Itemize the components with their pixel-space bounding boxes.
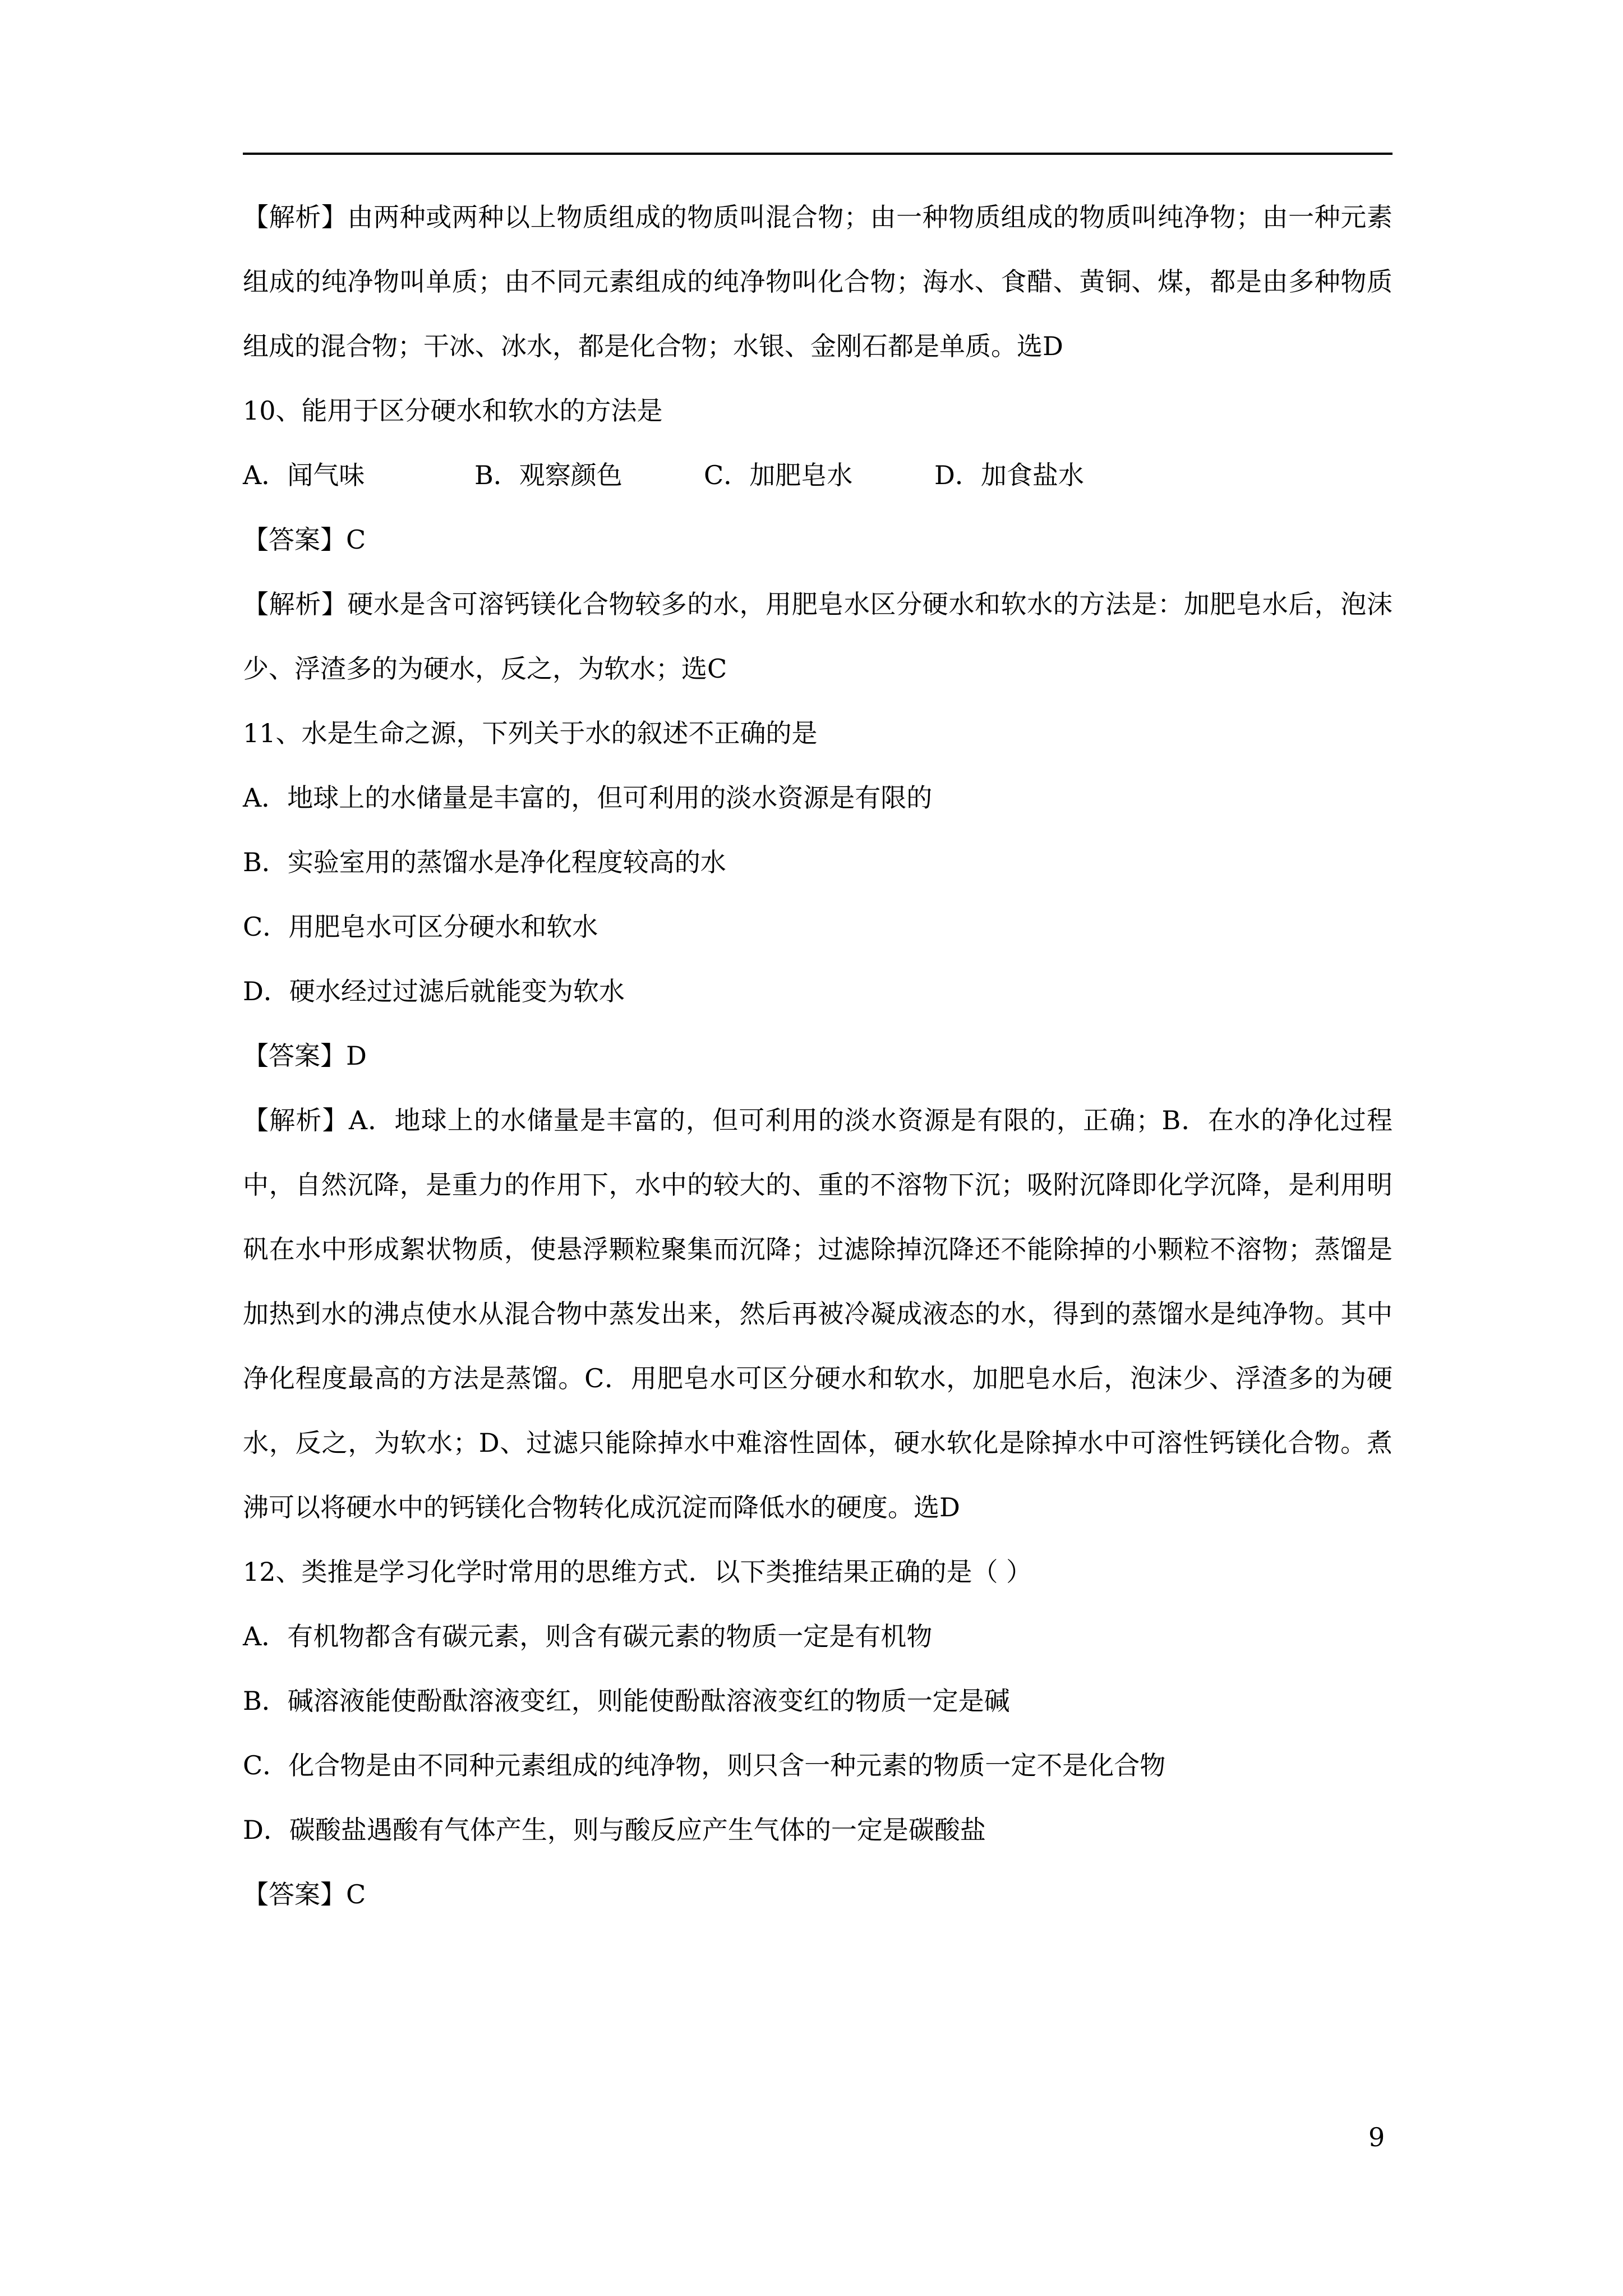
q10-option-a: A．闻气味 — [243, 460, 365, 490]
q10-analysis: 【解析】硬水是含可溶钙镁化合物较多的水，用肥皂水区分硬水和软水的方法是：加肥皂水后，泡沫少、浮渣多的为硬水，反之，为软水；选C — [243, 589, 1393, 684]
q10-option-c: C．加肥皂水 — [704, 460, 853, 490]
q10-option-b: B．观察颜色 — [474, 460, 623, 490]
page-number: 9 — [1368, 2122, 1385, 2152]
q12-option-d: D．碳酸盐遇酸有气体产生，则与酸反应产生气体的一定是碳酸盐 — [243, 1815, 986, 1845]
q12-option-c: C．化合物是由不同种元素组成的纯净物，则只含一种元素的物质一定不是化合物 — [243, 1750, 1166, 1780]
q12-answer: 【答案】C — [243, 1879, 366, 1910]
q10-answer: 【答案】C — [243, 524, 366, 555]
q11-option-b: B．实验室用的蒸馏水是净化程度较高的水 — [243, 847, 726, 877]
q11-option-c: C．用肥皂水可区分硬水和软水 — [243, 912, 598, 942]
q11-option-a: A．地球上的水储量是丰富的，但可利用的淡水资源是有限的 — [243, 783, 933, 813]
q10-option-d: D．加食盐水 — [934, 460, 1084, 490]
q9-analysis: 【解析】由两种或两种以上物质组成的物质叫混合物；由一种物质组成的物质叫纯净物；由一种元素组成的纯净物叫单质；由不同元素组成的纯净物叫化合物；海水、食醋、黄铜、煤，都是由多种物质组成的混合物；干冰、冰水，都是化合物；水银、金刚石都是单质。选D — [243, 202, 1393, 361]
header-rule — [243, 153, 1393, 155]
page-content — [243, 185, 1393, 1927]
q10-question: 10、能用于区分硬水和软水的方法是 — [243, 395, 663, 426]
q11-option-d: D．硬水经过过滤后就能变为软水 — [243, 976, 625, 1006]
q12-option-b: B．碱溶液能使酚酞溶液变红，则能使酚酞溶液变红的物质一定是碱 — [243, 1686, 1010, 1716]
q11-answer: 【答案】D — [243, 1041, 367, 1071]
q10-options — [243, 443, 1393, 508]
q11-question: 11、水是生命之源，下列关于水的叙述不正确的是 — [243, 718, 818, 748]
q12-option-a: A．有机物都含有碳元素，则含有碳元素的物质一定是有机物 — [243, 1621, 933, 1651]
q11-analysis: 【解析】A．地球上的水储量是丰富的，但可利用的淡水资源是有限的，正确；B．在水的净化过程中，自然沉降，是重力的作用下，水中的较大的、重的不溶物下沉；吸附沉降即化学沉降，是利用明矾在水中形成絮状物质，使悬浮颗粒聚集而沉降；过滤除掉沉降还不能除掉的小颗粒不溶物；蒸馏是加热到水的沸点使水从混合物中蒸发出来，然后再被冷凝成液态的水，得到的蒸馏水是纯净物。其中净化程度最高的方法是蒸馏。C．用肥皂水可区分硬水和软水，加肥皂水后，泡沫少、浮渣多的为硬水，反之，为软水；D、过滤只能除掉水中难溶性固体，硬水软化是除掉水中可溶性钙镁化合物。煮沸可以将硬水中的钙镁化合物转化成沉淀而降低水的硬度。选D — [243, 1105, 1393, 1522]
q12-question: 12、类推是学习化学时常用的思维方式．以下类推结果正确的是（ ） — [243, 1557, 1032, 1587]
